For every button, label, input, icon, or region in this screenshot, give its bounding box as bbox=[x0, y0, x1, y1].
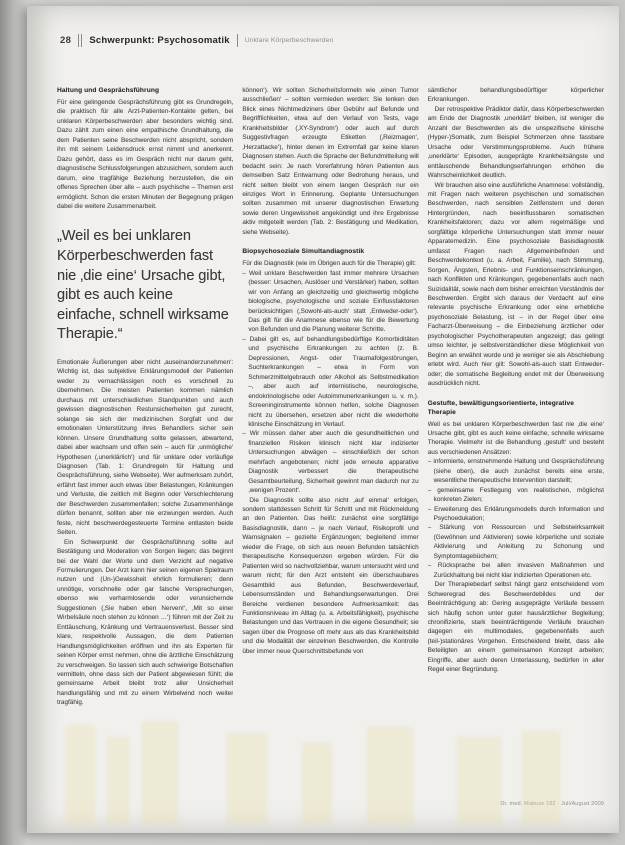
article-title: Unklare Körperbeschwerden bbox=[244, 37, 334, 44]
header-divider bbox=[78, 34, 79, 47]
column-right bbox=[428, 86, 604, 800]
bullet-item: – Dabei gilt es, auf behandlungsbedürftige Komorbiditäten und psychische Erkrankungen zu achten (z. B. Depressionen, Angst- oder Traumafolgestörungen, Suchterkrankungen – etwa in Form von Schmerzmittelgebrauch oder Alkohol als Selbstmedikation –, aber auch auf internistische, neurologische, endokrinologische oder Autoimmunerkrankungen u. v. m.). Screeninginstrumente können helfen, solche Diagnosen nicht zu übersehen, ersetzen aber nicht die wiederholte klinische Einschätzung im Verlauf. bbox=[242, 335, 419, 428]
scan-artifact bbox=[65, 725, 95, 825]
body-paragraph: Für die Diagnostik (wie im Übrigen auch für die Therapie) gilt: bbox=[242, 260, 416, 268]
scan-artifact bbox=[522, 731, 560, 825]
bullet-item: – Erweiterung des Erklärungsmodells durch Information und Psychoedukation; bbox=[427, 505, 604, 523]
column-middle bbox=[242, 86, 418, 800]
bullet-item: – Wir müssen daher aber auch die gesundheitlichen und finanziellen Risiken klinisch nicht klar indizierter Untersuchungen abwägen – einschließlich der schon mehrfach angebotenen; nicht jede erneute apparative Diagnostik verbessert die therapeutische Gesamtbeurteilung, Sicherheit gewinnt man dadurch nur zu ‚wenigen Prozent‘. bbox=[242, 430, 419, 495]
heading-biopsychosoziale-simultandiagnostik: Biopsychosoziale Simultandiagnostik bbox=[242, 248, 365, 256]
scan-artifact bbox=[107, 737, 129, 825]
journal-footer: Dr. med. Mabuse 182 · Juli/August 2009 bbox=[500, 801, 604, 807]
body-paragraph: Der retrospektive Prädiktor dafür, dass Körperbeschwerden am Ende der Diagnostik ‚unerklärt‘ bleiben, ist weniger die Anzahl der Beschwerden als die unspezifische klinische (Hyper-)Somatik, zum Beispiel Schmerzen ohne fassbare Ursache oder Verstimmungsprobleme. Auch frühere ‚unerklärte‘ Episoden, ausgeprägte Krankheitsängste und enttäuschende Behandlungserfahrungen erhöhen die Wahrscheinlichkeit deutlich. bbox=[427, 105, 604, 180]
body-paragraph: Wir brauchen also eine ausführliche Anamnese: vollständig, mit Fragen nach weiteren psychischen und somatischen Beschwerden, nach sensiblen Zeitfenstern und deren Hintergründen, nach beeinflussbaren somatischen Krankheitsfaktoren; dazu vor allem regelmäßige und sorgfältige körperliche Untersuchungen statt immer neuer Apparatemedizin. Eine psychosoziale Basisdiagnostik umfasst Fragen nach Allgemeinbefinden und Beschwerdekontext (u. a. Arbeit, Familie), nach Stimmung, Sorgen, Ängsten, Erlebnis- und Funktionseinschränkungen, nach Konflikten und Kränkungen, gegebenenfalls auch nach Suizidalität, sowie nach dem bisher erreichten Verständnis der Beschwerden. Ergibt sich daraus der Verdacht auf eine relevante psychische Erkrankung oder eine erhebliche psychosoziale Belastung, ist – in der Regel über eine Facharzt-Überweisung – die Einbeziehung ärztlicher oder psychologischer Psychotherapeuten angezeigt; das gelingt umso leichter, je selbstverständlicher diese Möglichkeit von Beginn an erwähnt wurde und je weniger sie als Abschiebung erlebt wird. Auch hier gilt: Sowohl-als-auch statt Entweder-oder; die somatische Begleitung endet mit der Überweisung ausdrücklich nicht. bbox=[427, 181, 604, 388]
scan-artifact bbox=[142, 721, 178, 825]
pull-quote: „Weil es bei unklaren Körperbeschwerden fast nie ‚die eine‘ Ursache gibt, gibt es auch keine einfache, schnell wirksame Therapie.“ bbox=[57, 228, 229, 343]
column-left bbox=[57, 86, 233, 800]
scan-artifact bbox=[227, 733, 267, 825]
heading-haltung-gespraechsfuehrung: Haltung und Gesprächsführung bbox=[57, 87, 160, 94]
header-divider bbox=[81, 34, 82, 47]
body-paragraph: können‘). Wir sollten Sicherheitsformeln wie ‚einen Tumor ausschließen‘ – sollten vermieden werden: Sie lenken den Blick eines Nichtmediziners über Gebühr auf Befunde und Begrifflichkeiten, etwa auf den Verlauf von Tests, vage Krankheitsbilder (‚XY-Syndrom‘) oder auch auf durch Suggestivfragen erzeugte Etiketten (‚Reizmagen‘, ‚Herzattacke‘), hinter denen im Extremfall gar keine klaren Diagnosen stehen. Auch die Sprache der Befundmitteilung will bedacht sein: Je nach Vorerfahrung hören Patienten aus demselben Satz Entwarnung oder Bedrohung heraus, und nicht selten bleibt von einem langen Gespräch nur ein einziges Wort in Erinnerung. Geplante Untersuchungen sollten zusammen mit unserer diagnostischen Erwartung sowie deren Ungewissheit angekündigt und ihre Ergebnisse aktiv mitgeteilt werden (Tab. 2: Bestätigung und Medikation, siehe Webseite). bbox=[242, 87, 419, 236]
bullet-item: – gemeinsame Festlegung von realistischen, möglichst konkreten Zielen; bbox=[427, 486, 604, 504]
heading-gestufte-integrative-therapie: Gestufte, bewältigungsorientierte, integrative Therapie bbox=[427, 399, 575, 416]
bullet-item: – Stärkung von Ressourcen und Selbstwirksamkeit (Gewöhnen und Aktivieren) sowie körperliche und soziale Aktivierung und Anleitung zu Schonung und Symptomtagebüchern; bbox=[427, 524, 604, 560]
scanned-page bbox=[27, 6, 619, 833]
scan-artifact bbox=[302, 743, 332, 825]
body-paragraph: Ein Schwerpunkt der Gesprächsführung sollte auf Bestätigung und Moderation von Sorgen liegen; das beginnt bei der Wahl der Worte und dem Verzicht auf negative Formulierungen. Der Arzt kann hier seinen eigenen Spielraum nutzen und (Un-)Gewissheit ehrlich formulieren; denn unnötige, vorschnelle oder gar falsche Versprechungen, ebenso wie verharmlosende oder verunsichernde Suggestionen (‚Sie haben eben Nerven!‘, ‚Mit so einer Wirbelsäule noch stehen zu können …‘) führen mit der Zeit zu Enttäuschung, Kränkung und Vertrauensverlust. Besser sind klare, respektvolle Aussagen, die dem Patienten Handlungsmöglichkeiten eröffnen und ihn als Experten für seinen Körper ernst nehmen, ohne die ärztliche Einschätzung zu verschweigen. So lassen sich auch schwierige Botschaften vermitteln, ohne dass sich der Patient abgewiesen fühlt; die gemeinsame Arbeit bleibt trotz aller Unsicherheit handlungsfähig und mit zu einem Wirbelwind noch weiter tragfähig. bbox=[57, 538, 234, 707]
text-columns bbox=[57, 86, 604, 800]
page-number: 28 bbox=[60, 35, 72, 46]
body-paragraph: Der Therapiebedarf selbst hängt ganz entscheidend vom Schweregrad des Beschwerdebildes und der Beeinträchtigung ab: Gering ausgeprägte Verläufe bessern sich häufig schon unter guter hausärztlicher Begleitung; chronifizierte, stark beeinträchtigende Verläufe brauchen dagegen ein multimodales, gegebenenfalls auch (teil-)stationäres Vorgehen. Entscheidend bleibt, dass alle Beteiligten an einem gemeinsamen Konzept arbeiten; Eingriffe, aber auch deren Unterlassung, bedürfen in aller Regel einer Begründung. bbox=[427, 581, 604, 674]
body-paragraph: Die Diagnostik sollte also nicht ‚auf einmal‘ erfolgen, sondern stattdessen Schritt für Schritt und mit Rückmeldung an den Patienten. Das heißt: zunächst eine sorgfältige Basisdiagnostik, dann – je nach Verlauf, Risikoprofil und Warnsignalen – gezielte Ergänzungen; begleitend immer wieder die Frage, ob sich aus neuen Befunden tatsächlich therapeutische Konsequenzen ergeben würden. Für die Patienten wird so nachvollziehbar, warum untersucht wird und warum nicht; für den Arzt entsteht ein überschaubares Gesamtbild aus Befunden, Beschwerdeverlauf, Lebensumständen und Behandlungserwartungen. Drei Bereiche verdienen besondere Aufmerksamkeit: das Funktionsniveau im Alltag (u. a. Arbeitsfähigkeit), psychische Belastungen und das Vertrauen in die eigene Gesundheit; sie sagen über die Prognose oft mehr aus als das Krankheitsbild und die Modalität der einzelnen Beschwerden, die Kontrolle über immer neue Querschnittsbefunde von bbox=[242, 496, 419, 655]
page-header bbox=[60, 34, 333, 47]
section-title: Schwerpunkt: Psychosomatik bbox=[89, 35, 230, 46]
bullet-item: – Weil unklare Beschwerden fast immer mehrere Ursachen (besser: Ursachen, Auslöser und Verstärker) haben, sollten wir von Anfang an gleichzeitig und gleichwertig mögliche biologische, psychologische und soziale Einflussfaktoren berücksichtigen (‚Sowohl-als-auch‘ statt ‚Entweder-oder‘). Das gilt für die Anamnese ebenso wie für die Bewertung von Befunden und die Planung weiterer Schritte. bbox=[242, 269, 419, 334]
body-paragraph: sämtlicher behandlungsbedürftiger körperlicher Erkrankungen. bbox=[427, 87, 604, 104]
bullet-item: – informierte, ernstnehmende Haltung und Gesprächsführung (siehe oben), die auch zunächst bereits eine erste, wesentliche therapeutische Intervention darstellt; bbox=[427, 458, 604, 485]
body-paragraph: Emotionale Äußerungen aber nicht ‚auseinanderzunehmen‘: Wichtig ist, das subjektive Erklärungsmodell der Patienten weder zu vernachlässigen noch es vorschnell zu übernehmen. Die meisten Patienten kommen nämlich durchaus mit unterschiedlichen Standpunkten und auch gewissen diagnostischen Restunsicherheiten gut zurecht, solange sie sich der medizinischen Sorgfalt und der emotionalen Unterstützung ihres Behandlers sicher sein können. Unsere Grundhaltung sollte gelassen, abwartend, dabei aber wachsam und offen sein – auch für ‚unmögliche‘ Hypothesen (‚unerklärlich‘) und für unklare oder vorläufige Diagnosen (Tab. 1: Grundregeln für Haltung und Gesprächsführung, siehe Webseite). Wer aufmerksam zuhört, erfährt fast immer auch etwas über Belastungen, Kränkungen und Verluste, die zeitlich mit Beginn oder Verschlechterung der Beschwerden zusammenfallen; solche Zusammenhänge dürfen benannt, sollten aber nie erzwungen werden. Auch feste, nicht beschwerdegesteuerte Termine entlasten beide Seiten. bbox=[57, 359, 234, 537]
header-divider bbox=[237, 34, 238, 47]
body-paragraph: Für eine gelingende Gesprächsführung gibt es Grundregeln, die praktisch für alle Arzt-Patienten-Kontakte gelten, bei unklaren Körperbeschwerden aber besonders wichtig sind. Dazu zählt zum einen eine empathische Grundhaltung, die dem Patienten seine Beschwerden nicht abspricht, sondern ihn mit seinem Leidensdruck ernst nimmt und anerkennt. Dazu gehört, dass es im Gespräch nicht nur darum geht, diagnostische Schlussfolgerungen abzusichern, sondern auch darum, eine tragfähige Beziehung herzustellen, die ein offenes Sprechen über alle – auch psychische – Themen erst ermöglicht. Schon die ersten Minuten der Begegnung prägen dabei die weitere Zusammenarbeit. bbox=[57, 99, 234, 210]
scan-artifact bbox=[367, 727, 413, 825]
scan-artifact bbox=[457, 737, 501, 825]
body-paragraph: Weil es bei unklaren Körperbeschwerden fast nie ‚die eine‘ Ursache gibt, gibt es auch keine einfache, schnelle wirksame Therapie. Vielmehr ist die Behandlung ‚gestuft‘ und besteht aus verschiedenen Ansätzen: bbox=[427, 420, 604, 456]
bullet-item: – Rücksprache bei allen invasiven Maßnahmen und Zurückhaltung bei nicht klar indizierten Operationen etc. bbox=[427, 562, 604, 579]
